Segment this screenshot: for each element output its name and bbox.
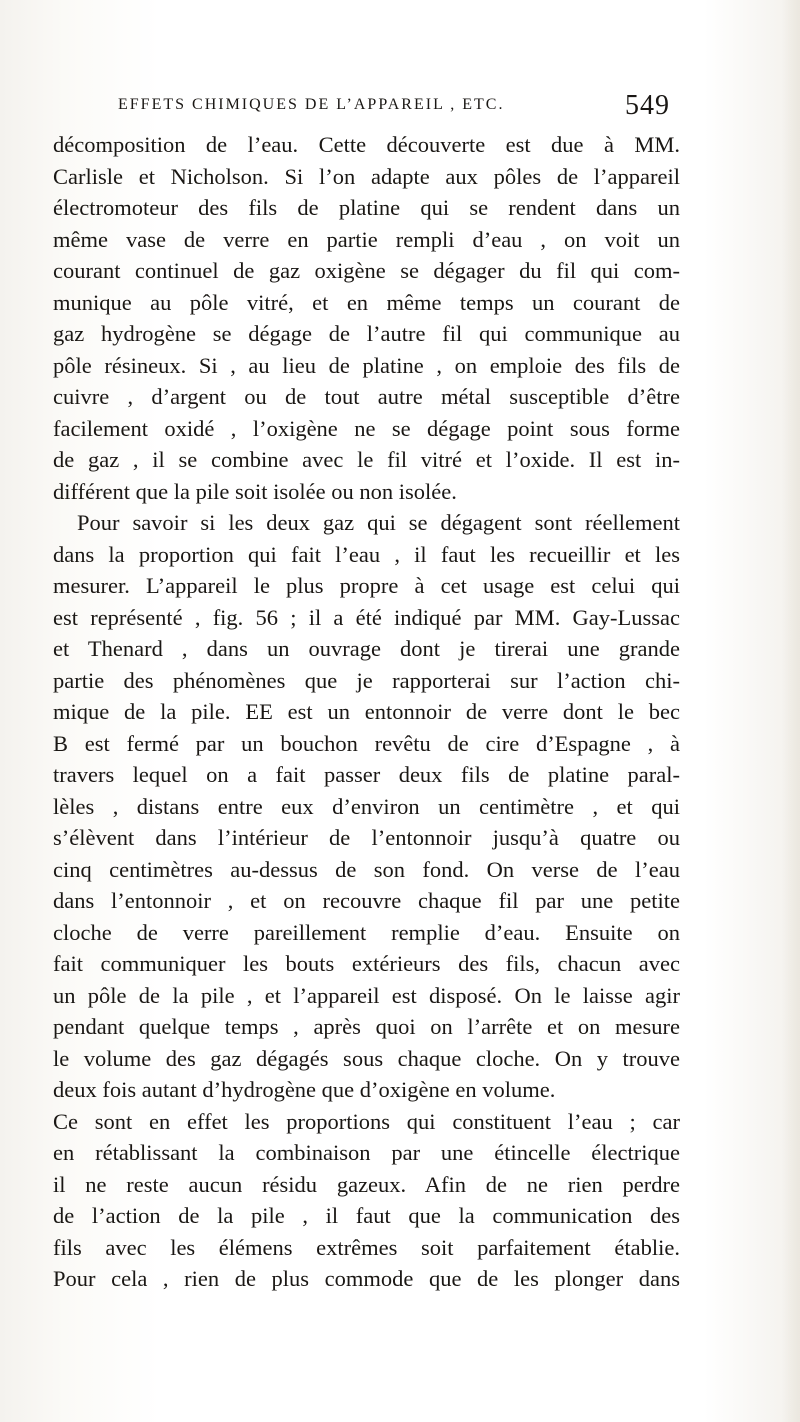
text-line: cinq centimètres au-dessus de son fond. On verse de l’eau [53, 856, 680, 882]
text-line: partie des phénomènes que je rapporterai sur l’action chi- [53, 667, 680, 693]
text-line: mesurer. L’appareil le plus propre à cet usage est celui qui [53, 573, 680, 598]
text-line: Pour cela , rien de plus commode que de les plonger dans [53, 1266, 680, 1291]
text-line: et Thenard , dans un ouvrage dont je tirerai une grande [53, 636, 680, 661]
text-line: un pôle de la pile , et l’appareil est disposé. On le laisse agir [53, 982, 680, 1008]
text-line: munique au pôle vitré, et en même temps un courant de [53, 289, 680, 315]
text-line: cloche de verre pareillement remplie d’eau. Ensuite on [53, 919, 680, 945]
text-line: décomposition de l’eau. Cette découverte est due à MM. [53, 132, 680, 157]
text-line: même vase de verre en partie rempli d’eau , on voit un [53, 226, 680, 252]
text-line: Pour savoir si les deux gaz qui se dégagent sont réellement [77, 510, 680, 535]
page-number: 549 [625, 90, 670, 121]
text-line: cuivre , d’argent ou de tout autre métal susceptible d’être [53, 384, 680, 409]
text-line: deux fois autant d’hydrogène que d’oxigène en volume. [53, 1077, 556, 1102]
text-line: s’élèvent dans l’intérieur de l’entonnoir jusqu’à quatre ou [53, 825, 680, 850]
text-line: électromoteur des fils de platine qui se rendent dans un [53, 195, 680, 220]
text-line: pendant quelque temps , après quoi on l’arrête et on mesure [53, 1014, 680, 1039]
text-line: Carlisle et Nicholson. Si l’on adapte aux pôles de l’appareil [53, 163, 680, 189]
body-text [53, 129, 680, 1295]
text-line: courant continuel de gaz oxigène se dégager du fil qui com- [53, 258, 680, 283]
text-line: dans l’entonnoir , et on recouvre chaque fil par une petite [53, 888, 680, 913]
text-line: le volume des gaz dégagés sous chaque cloche. On y trouve [53, 1045, 680, 1071]
text-line: lèles , distans entre eux d’environ un centimètre , et qui [53, 793, 680, 819]
text-line: différent que la pile soit isolée ou non isolée. [53, 478, 457, 504]
text-line: Ce sont en effet les proportions qui constituent l’eau ; car [53, 1108, 680, 1134]
page-header [118, 90, 670, 130]
text-line: dans la proportion qui fait l’eau , il faut les recueillir et les [53, 541, 680, 567]
text-line: il ne reste aucun résidu gazeux. Afin de ne rien perdre [53, 1171, 680, 1197]
text-line: pôle résineux. Si , au lieu de platine , on emploie des fils de [53, 352, 680, 378]
text-line: est représenté , fig. 56 ; il a été indiqué par MM. Gay-Lussac [53, 604, 680, 630]
page-edge-shadow [782, 0, 800, 1422]
running-head: EFFETS CHIMIQUES DE L’APPAREIL , ETC. [118, 96, 505, 113]
text-line: B est fermé par un bouchon revêtu de cire d’Espagne , à [53, 730, 680, 756]
text-line: fait communiquer les bouts extérieurs des fils, chacun avec [53, 951, 680, 976]
text-line: travers lequel on a fait passer deux fils de platine paral- [53, 762, 680, 787]
text-line: de l’action de la pile , il faut que la communication des [53, 1203, 680, 1228]
text-line: gaz hydrogène se dégage de l’autre fil qui communique au [53, 321, 680, 346]
text-line: en rétablissant la combinaison par une étincelle électrique [53, 1140, 680, 1165]
text-line: facilement oxidé , l’oxigène ne se dégage point sous forme [53, 415, 680, 441]
text-line: mique de la pile. EE est un entonnoir de verre dont le bec [53, 699, 680, 724]
text-line: de gaz , il se combine avec le fil vitré et l’oxide. Il est in- [53, 447, 680, 472]
text-line: fils avec les élémens extrêmes soit parfaitement établie. [53, 1234, 680, 1260]
